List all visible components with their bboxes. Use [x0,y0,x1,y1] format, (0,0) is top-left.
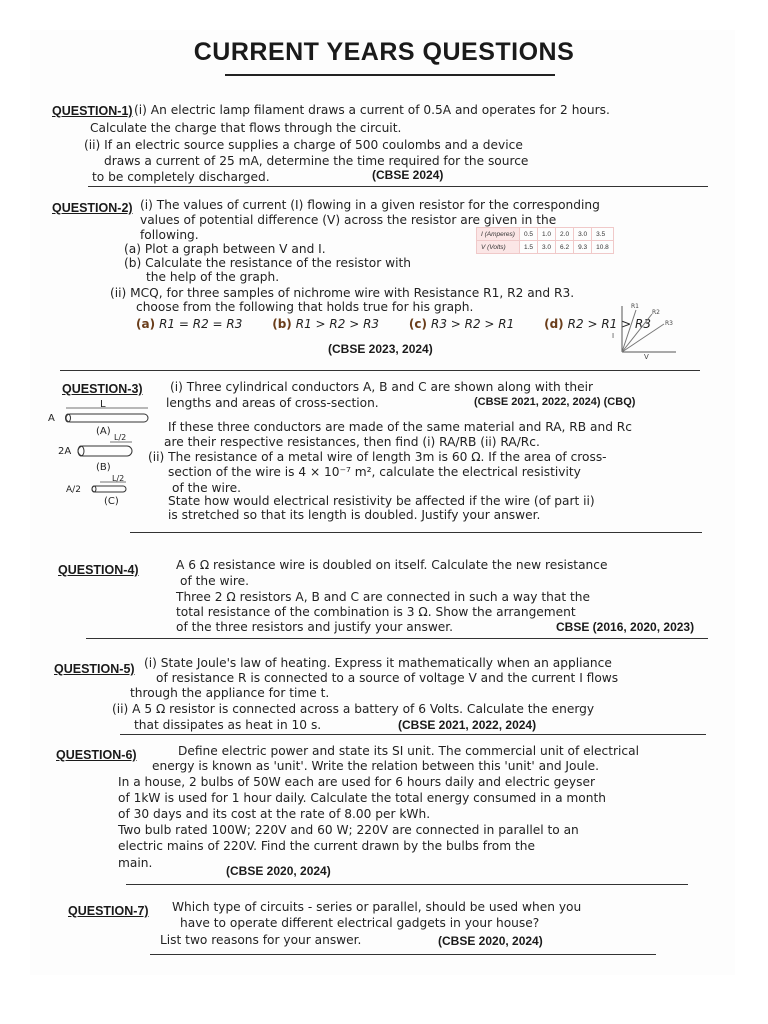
conductor-b-name: (B) [96,462,111,473]
question-6-line: Two bulb rated 100W; 220V and 60 W; 220V are connected in parallel to an [118,823,579,837]
mcq-option: (a) R1 = R2 = R3 [136,317,243,331]
question-6-heading: QUESTION-6) [56,748,137,762]
title-underline [225,74,555,76]
question-1-cbse-tag: (CBSE 2024) [372,168,444,182]
divider [60,370,700,371]
graph-curve-label: R3 [665,320,673,327]
table-cell: 3.0 [538,241,556,254]
table-cell: 1.0 [538,228,556,241]
conductor-c-name: (C) [104,496,119,507]
question-2-line: choose from the following that holds true for his graph. [136,300,474,314]
question-3-line: is stretched so that its length is doubled. Justify your answer. [168,508,541,522]
question-4-heading: QUESTION-4) [58,563,139,577]
question-3-line: (ii) The resistance of a metal wire of length 3m is 60 Ω. If the area of cross- [148,450,607,464]
mcq-options [136,317,677,331]
question-1-line: (ii) If an electric source supplies a charge of 500 coulombs and a device [84,138,523,152]
table-cell: V (Volts) [477,241,520,254]
question-4-line: of the three resistors and justify your answer. [176,620,454,634]
vi-graph-diagram [600,298,680,360]
question-2-line: values of potential difference (V) across the resistor are given in the [140,213,557,227]
table-cell: 6.2 [556,241,574,254]
question-4-line: Three 2 Ω resistors A, B and C are connected in such a way that the [176,590,591,604]
divider [88,186,708,187]
graph-x-label: V [644,353,649,360]
divider [130,532,702,533]
graph-curve-label: R1 [631,303,639,310]
table-cell: 2.0 [556,228,574,241]
table-cell: 3.5 [592,228,614,241]
question-3-line: State how would electrical resistivity be affected if the wire (of part ii) [168,494,595,508]
conductor-a-length: L [100,399,106,410]
graph-y-label: I [612,332,615,340]
question-6-line: Define electric power and state its SI unit. The commercial unit of electrical [178,744,639,758]
question-2-line: (ii) MCQ, for three samples of nichrome wire with Resistance R1, R2 and R3. [110,286,575,300]
question-7-heading: QUESTION-7) [68,904,149,918]
question-6-line: In a house, 2 bulbs of 50W each are used for 6 hours daily and electric geyser [118,775,595,789]
conductor-b-length: L/2 [114,433,127,442]
question-3-heading: QUESTION-3) [62,382,143,396]
question-5-cbse-tag: (CBSE 2021, 2022, 2024) [398,718,537,732]
question-3-line: are their respective resistances, then find (i) RA/RB (ii) RA/Rc. [164,435,540,449]
question-3-line: If these three conductors are made of the same material and RA, RB and Rc [168,420,632,434]
question-6-line: of 30 days and its cost at the rate of 8.00 per kWh. [118,807,431,821]
table-cell: 9.3 [574,241,592,254]
question-7-line: Which type of circuits - series or parallel, should be used when you [172,900,582,914]
table-cell: 3.0 [574,228,592,241]
conductor-b-area: 2A [58,446,72,457]
conductor-a-area: A [48,413,55,424]
question-1-line: draws a current of 25 mA, determine the time required for the source [104,154,529,168]
question-5-heading: QUESTION-5) [54,662,135,676]
conductor-a-name: (A) [96,426,111,437]
divider [150,954,656,955]
question-5-line: through the appliance for time t. [130,686,330,700]
question-1-line: Calculate the charge that flows through the circuit. [90,121,402,135]
question-4-line: total resistance of the combination is 3 Ω. Show the arrangement [176,605,576,619]
question-4-cbse-tag: CBSE (2016, 2020, 2023) [556,620,695,634]
question-3-line: section of the wire is 4 × 10⁻⁷ m², calculate the electrical resistivity [168,465,581,479]
question-4-line: A 6 Ω resistance wire is doubled on itself. Calculate the new resistance [176,558,608,572]
table-cell: I (Amperes) [477,228,520,241]
question-2-line: following. [140,228,199,242]
question-1-line: (i) An electric lamp filament draws a current of 0.5A and operates for 2 hours. [134,103,610,117]
table-cell: 1.5 [519,241,537,254]
conductor-c-area: A/2 [66,485,81,495]
question-2-heading: QUESTION-2) [52,201,133,215]
page-title: CURRENT YEARS QUESTIONS [193,38,575,66]
question-6-line: of 1kW is used for 1 hour daily. Calculate the total energy consumed in a month [118,791,606,805]
question-7-line: List two reasons for your answer. [160,933,362,947]
question-5-line: that dissipates as heat in 10 s. [134,718,322,732]
question-7-line: have to operate different electrical gadgets in your house? [180,916,540,930]
question-6-line: energy is known as 'unit'. Write the relation between this 'unit' and Joule. [152,759,599,773]
question-6-cbse-tag: (CBSE 2020, 2024) [226,864,331,878]
question-5-line: (i) State Joule's law of heating. Express it mathematically when an appliance [144,656,612,670]
question-4-line: of the wire. [180,574,249,588]
question-2-cbse-tag: (CBSE 2023, 2024) [328,342,433,356]
question-2-line: (i) The values of current (I) flowing in a given resistor for the corresponding [140,198,600,212]
current-voltage-table [476,227,614,254]
question-1-heading: QUESTION-1) [52,104,133,118]
divider [126,884,688,885]
question-6-line: main. [118,856,153,870]
question-3-line: lengths and areas of cross-section. [166,396,379,410]
table-cell: 10.8 [592,241,614,254]
question-6-line: electric mains of 220V. Find the current drawn by the bulbs from the [118,839,535,853]
question-1-line: to be completely discharged. [92,170,270,184]
mcq-option: (d) R2 > R1 > R3 [544,317,651,331]
question-3-cbse-tag: (CBSE 2021, 2022, 2024) (CBQ) [474,396,636,408]
question-7-cbse-tag: (CBSE 2020, 2024) [438,934,543,948]
question-2-line: (b) Calculate the resistance of the resistor with [124,256,411,270]
question-5-line: (ii) A 5 Ω resistor is connected across a battery of 6 Volts. Calculate the energy [112,702,595,716]
divider [86,638,708,639]
conductor-c-length: L/2 [112,474,125,483]
mcq-option: (b) R1 > R2 > R3 [272,317,380,331]
question-3-line: (i) Three cylindrical conductors A, B and C are shown along with their [170,380,593,394]
question-2-line: (a) Plot a graph between V and I. [124,242,326,256]
question-5-line: of resistance R is connected to a source of voltage V and the current I flows [156,671,619,685]
table-cell: 0.5 [519,228,537,241]
graph-curve-label: R2 [652,309,660,316]
divider [120,734,706,735]
question-3-line: of the wire. [172,481,241,495]
question-2-line: the help of the graph. [146,270,280,284]
mcq-option: (c) R3 > R2 > R1 [408,317,515,331]
